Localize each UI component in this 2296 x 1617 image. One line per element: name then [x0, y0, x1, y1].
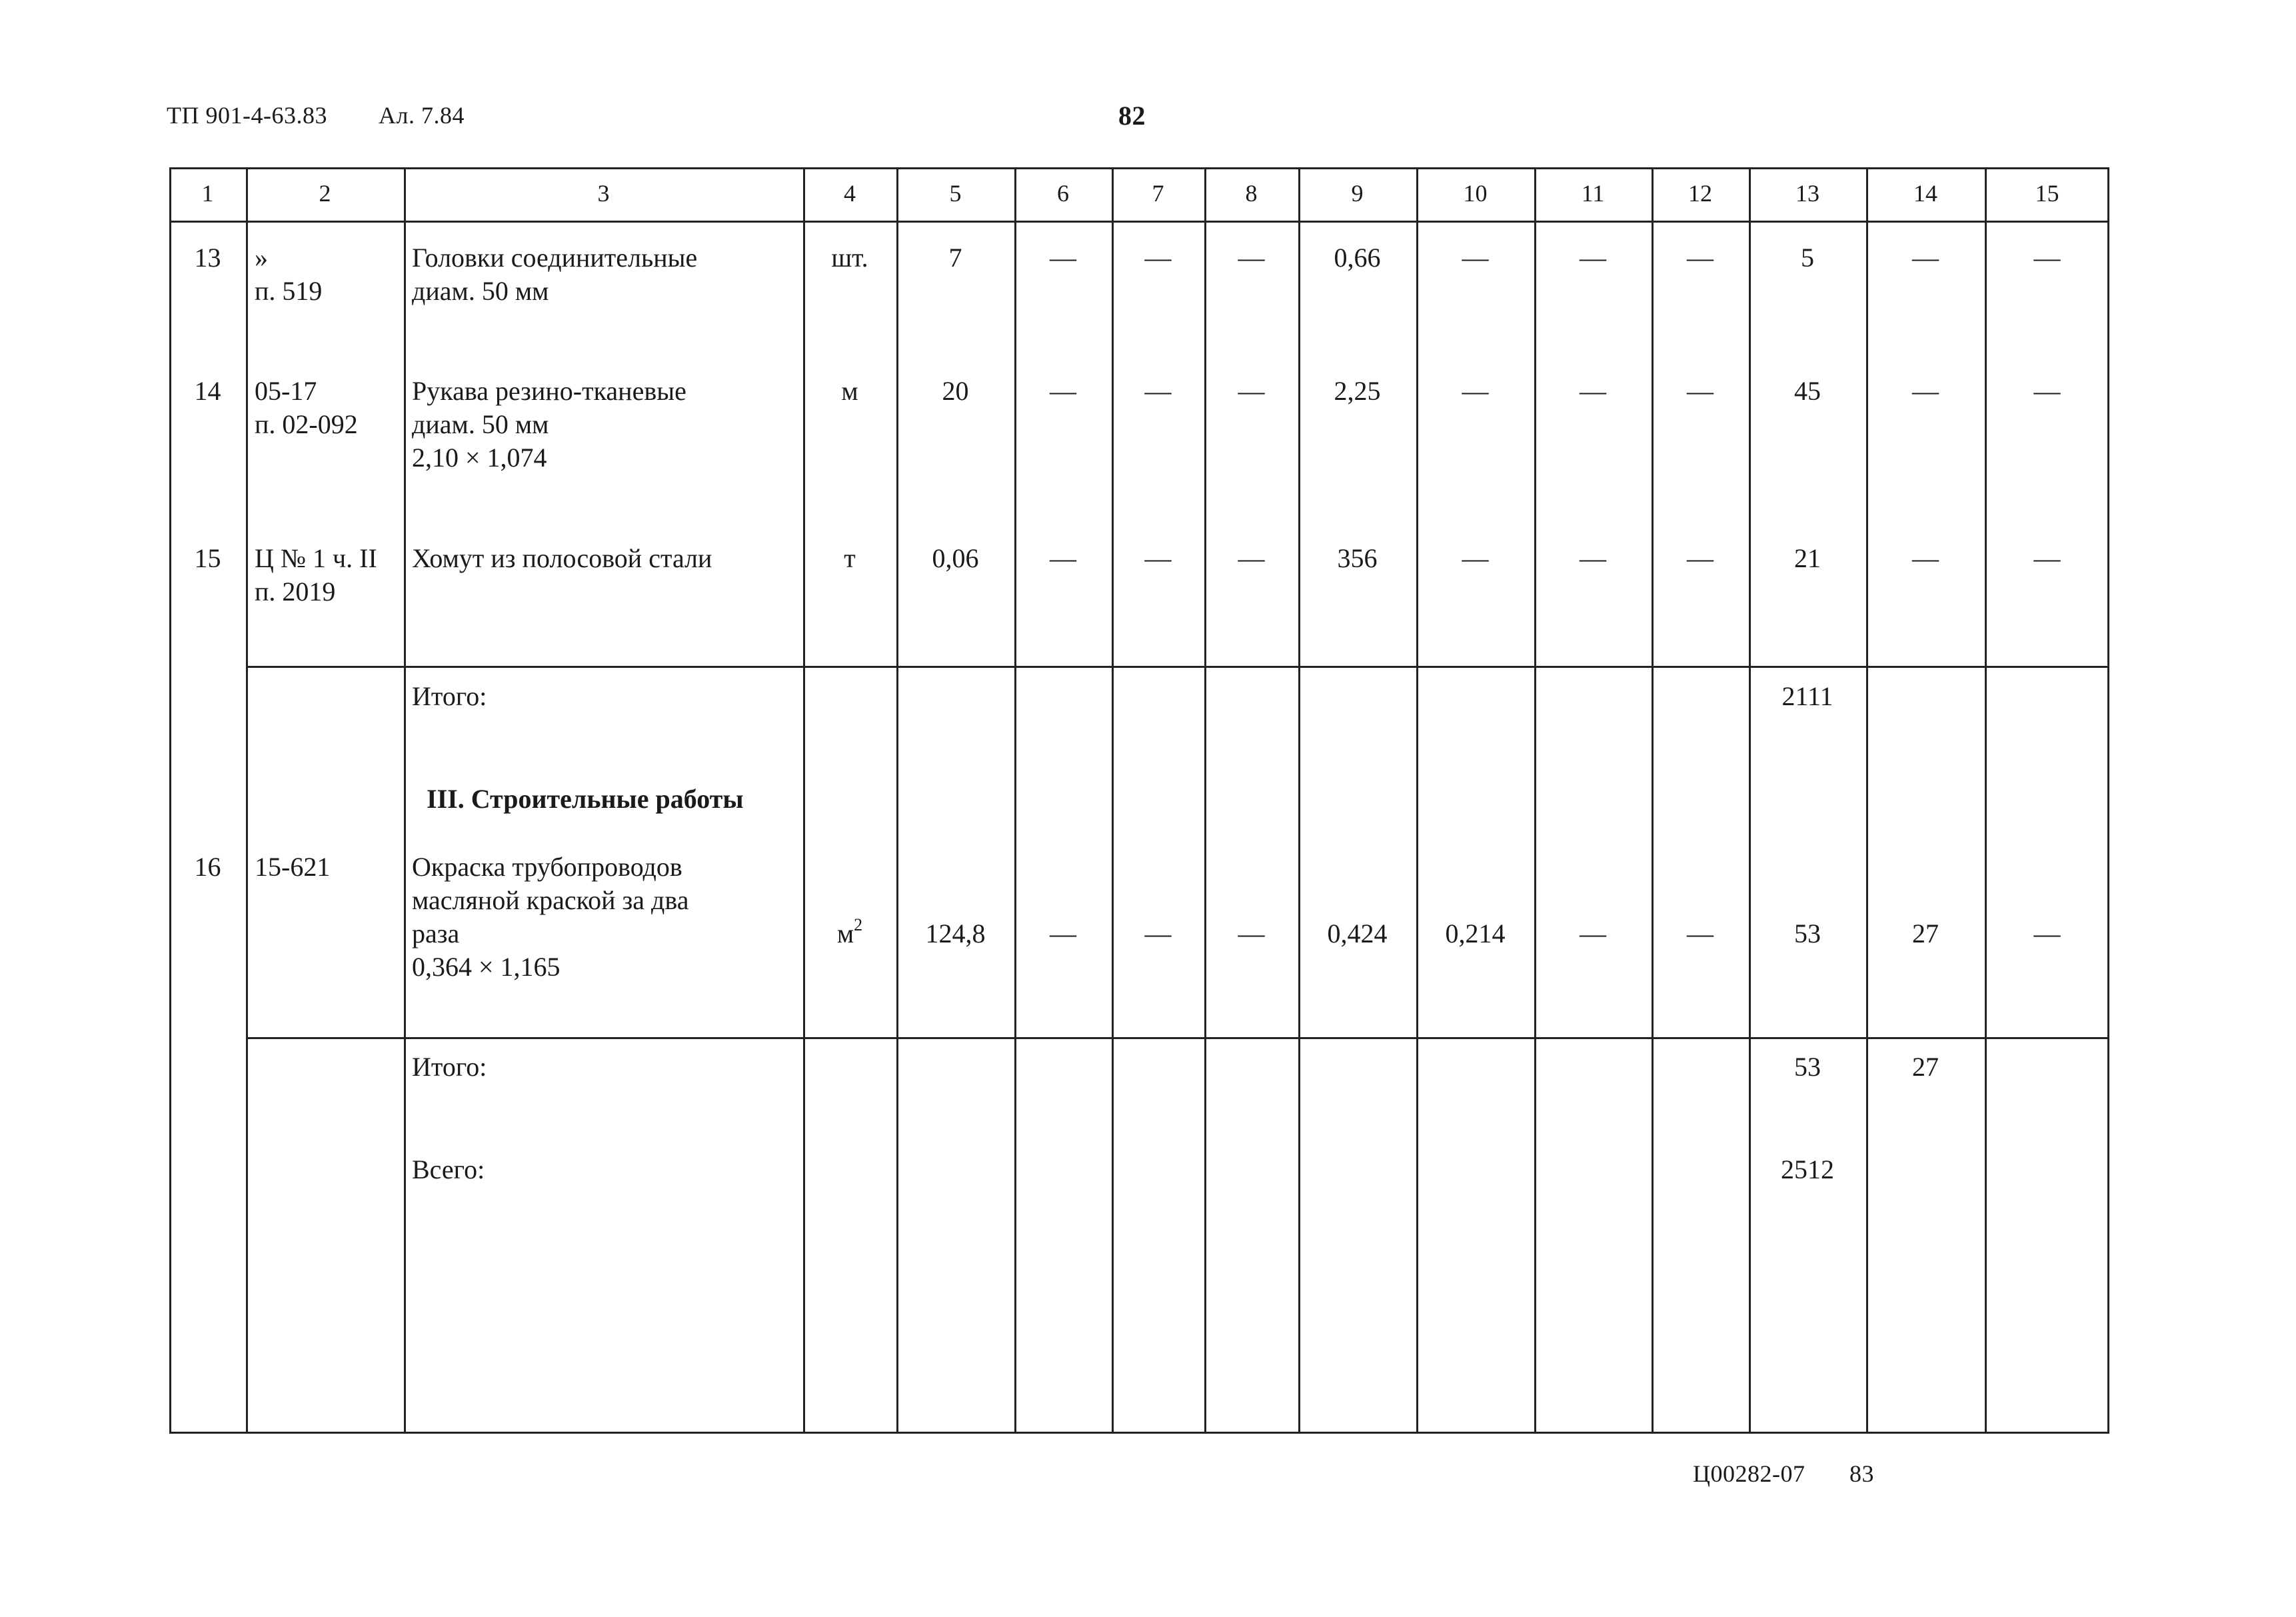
col8-value: — — [1238, 918, 1265, 948]
column-divider — [1534, 167, 1536, 1434]
column-header: 2 — [319, 180, 331, 207]
section-title: III. Строительные работы — [427, 784, 744, 814]
column-header: 3 — [597, 180, 610, 207]
col9-value: 0,424 — [1327, 918, 1388, 948]
col15-value: — — [2033, 543, 2061, 573]
column-divider — [1112, 167, 1114, 1434]
col10-value: 0,214 — [1445, 918, 1506, 948]
subtotal-col14: 27 — [1912, 1052, 1939, 1082]
column-divider — [1014, 167, 1016, 1434]
col12-value: — — [1687, 918, 1714, 948]
col15-value: — — [2033, 243, 2061, 273]
col8-value: — — [1238, 543, 1265, 573]
col14-value: — — [1912, 243, 1939, 273]
col6-value: — — [1050, 543, 1076, 573]
col7-value: — — [1144, 918, 1172, 948]
section-divider — [246, 666, 2109, 668]
col14-value: — — [1912, 376, 1939, 406]
column-divider — [1866, 167, 1868, 1434]
price-reference: Ц № 1 ч. II п. 2019 — [255, 543, 377, 607]
document-code: ТП 901-4-63.83 — [167, 102, 327, 129]
subtotal-label: Итого: — [412, 681, 487, 711]
col9-value: 2,25 — [1334, 376, 1381, 406]
column-divider — [896, 167, 898, 1434]
col7-value: — — [1144, 376, 1172, 406]
col15-value: — — [2033, 918, 2061, 948]
col12-value: — — [1687, 243, 1714, 273]
col15-value: — — [2033, 376, 2061, 406]
col8-value: — — [1238, 376, 1265, 406]
subtotal-col13: 2111 — [1781, 681, 1833, 711]
col9-value: 356 — [1337, 543, 1378, 573]
price-reference: » п. 519 — [255, 243, 323, 306]
column-header: 11 — [1581, 180, 1605, 207]
price-reference: 05-17 п. 02-092 — [255, 376, 358, 439]
column-divider — [246, 167, 248, 1434]
item-name: Головки соединительные диам. 50 мм — [412, 243, 698, 306]
item-name: Окраска трубопроводов масляной краской за два раза 0,364 × 1,165 — [412, 852, 689, 982]
subtotal-col13: 53 — [1794, 1052, 1821, 1082]
quantity: 0,06 — [932, 543, 979, 573]
col7-value: — — [1144, 243, 1172, 273]
col13-value: 5 — [1801, 243, 1814, 273]
col13-value: 53 — [1794, 918, 1821, 948]
col10-value: — — [1462, 543, 1489, 573]
col12-value: — — [1687, 543, 1714, 573]
col11-value: — — [1580, 243, 1606, 273]
col9-value: 0,66 — [1334, 243, 1381, 273]
footer-code: Ц00282-07 — [1693, 1460, 1805, 1487]
col10-value: — — [1462, 376, 1489, 406]
col6-value: — — [1050, 243, 1076, 273]
header-row-divider — [169, 221, 2109, 223]
page-number: 82 — [1118, 101, 1146, 131]
col6-value: — — [1050, 376, 1076, 406]
col6-value: — — [1050, 918, 1076, 948]
row-number: 14 — [194, 376, 221, 406]
total-col13: 2512 — [1781, 1154, 1834, 1184]
col13-value: 21 — [1794, 543, 1821, 573]
column-header: 10 — [1463, 180, 1488, 207]
column-divider — [1749, 167, 1751, 1434]
col10-value: — — [1462, 243, 1489, 273]
price-reference: 15-621 — [255, 852, 331, 882]
row-number: 16 — [194, 852, 221, 882]
column-header: 6 — [1057, 180, 1069, 207]
column-header: 9 — [1351, 180, 1364, 207]
column-divider — [1985, 167, 1987, 1434]
column-header: 7 — [1152, 180, 1164, 207]
column-divider — [1298, 167, 1300, 1434]
column-header: 8 — [1245, 180, 1258, 207]
row-number: 13 — [194, 243, 221, 273]
column-header: 13 — [1795, 180, 1819, 207]
col8-value: — — [1238, 243, 1265, 273]
column-header: 14 — [1913, 180, 1937, 207]
column-header: 12 — [1688, 180, 1712, 207]
subtotal-label: Итого: — [412, 1052, 487, 1082]
unit: м — [841, 376, 858, 406]
quantity: 124,8 — [925, 918, 986, 948]
item-name: Рукава резино-тканевые диам. 50 мм 2,10 × 1,074 — [412, 376, 686, 473]
column-divider — [1652, 167, 1654, 1434]
column-header: 4 — [844, 180, 856, 207]
col11-value: — — [1580, 543, 1606, 573]
col7-value: — — [1144, 543, 1172, 573]
row-number: 15 — [194, 543, 221, 573]
column-header: 15 — [2035, 180, 2059, 207]
unit — [803, 917, 896, 950]
col14-value: — — [1912, 543, 1939, 573]
unit-superscript: 2 — [854, 915, 863, 934]
column-divider — [1204, 167, 1206, 1434]
column-header: 5 — [949, 180, 962, 207]
col11-value: — — [1580, 918, 1606, 948]
col11-value: — — [1580, 376, 1606, 406]
section-divider — [246, 1037, 2109, 1039]
unit: шт. — [831, 243, 868, 273]
quantity: 7 — [948, 243, 962, 273]
album-code: Ал. 7.84 — [379, 102, 465, 129]
column-header: 1 — [201, 180, 214, 207]
column-divider — [1416, 167, 1418, 1434]
unit-base: м — [836, 918, 854, 948]
item-name: Хомут из полосовой стали — [412, 543, 712, 573]
column-divider — [404, 167, 406, 1434]
footer-page-number: 83 — [1849, 1460, 1874, 1487]
unit: т — [844, 543, 856, 573]
col14-value: 27 — [1912, 918, 1939, 948]
col12-value: — — [1687, 376, 1714, 406]
quantity: 20 — [942, 376, 969, 406]
total-label: Всего: — [412, 1154, 485, 1184]
col13-value: 45 — [1794, 376, 1821, 406]
